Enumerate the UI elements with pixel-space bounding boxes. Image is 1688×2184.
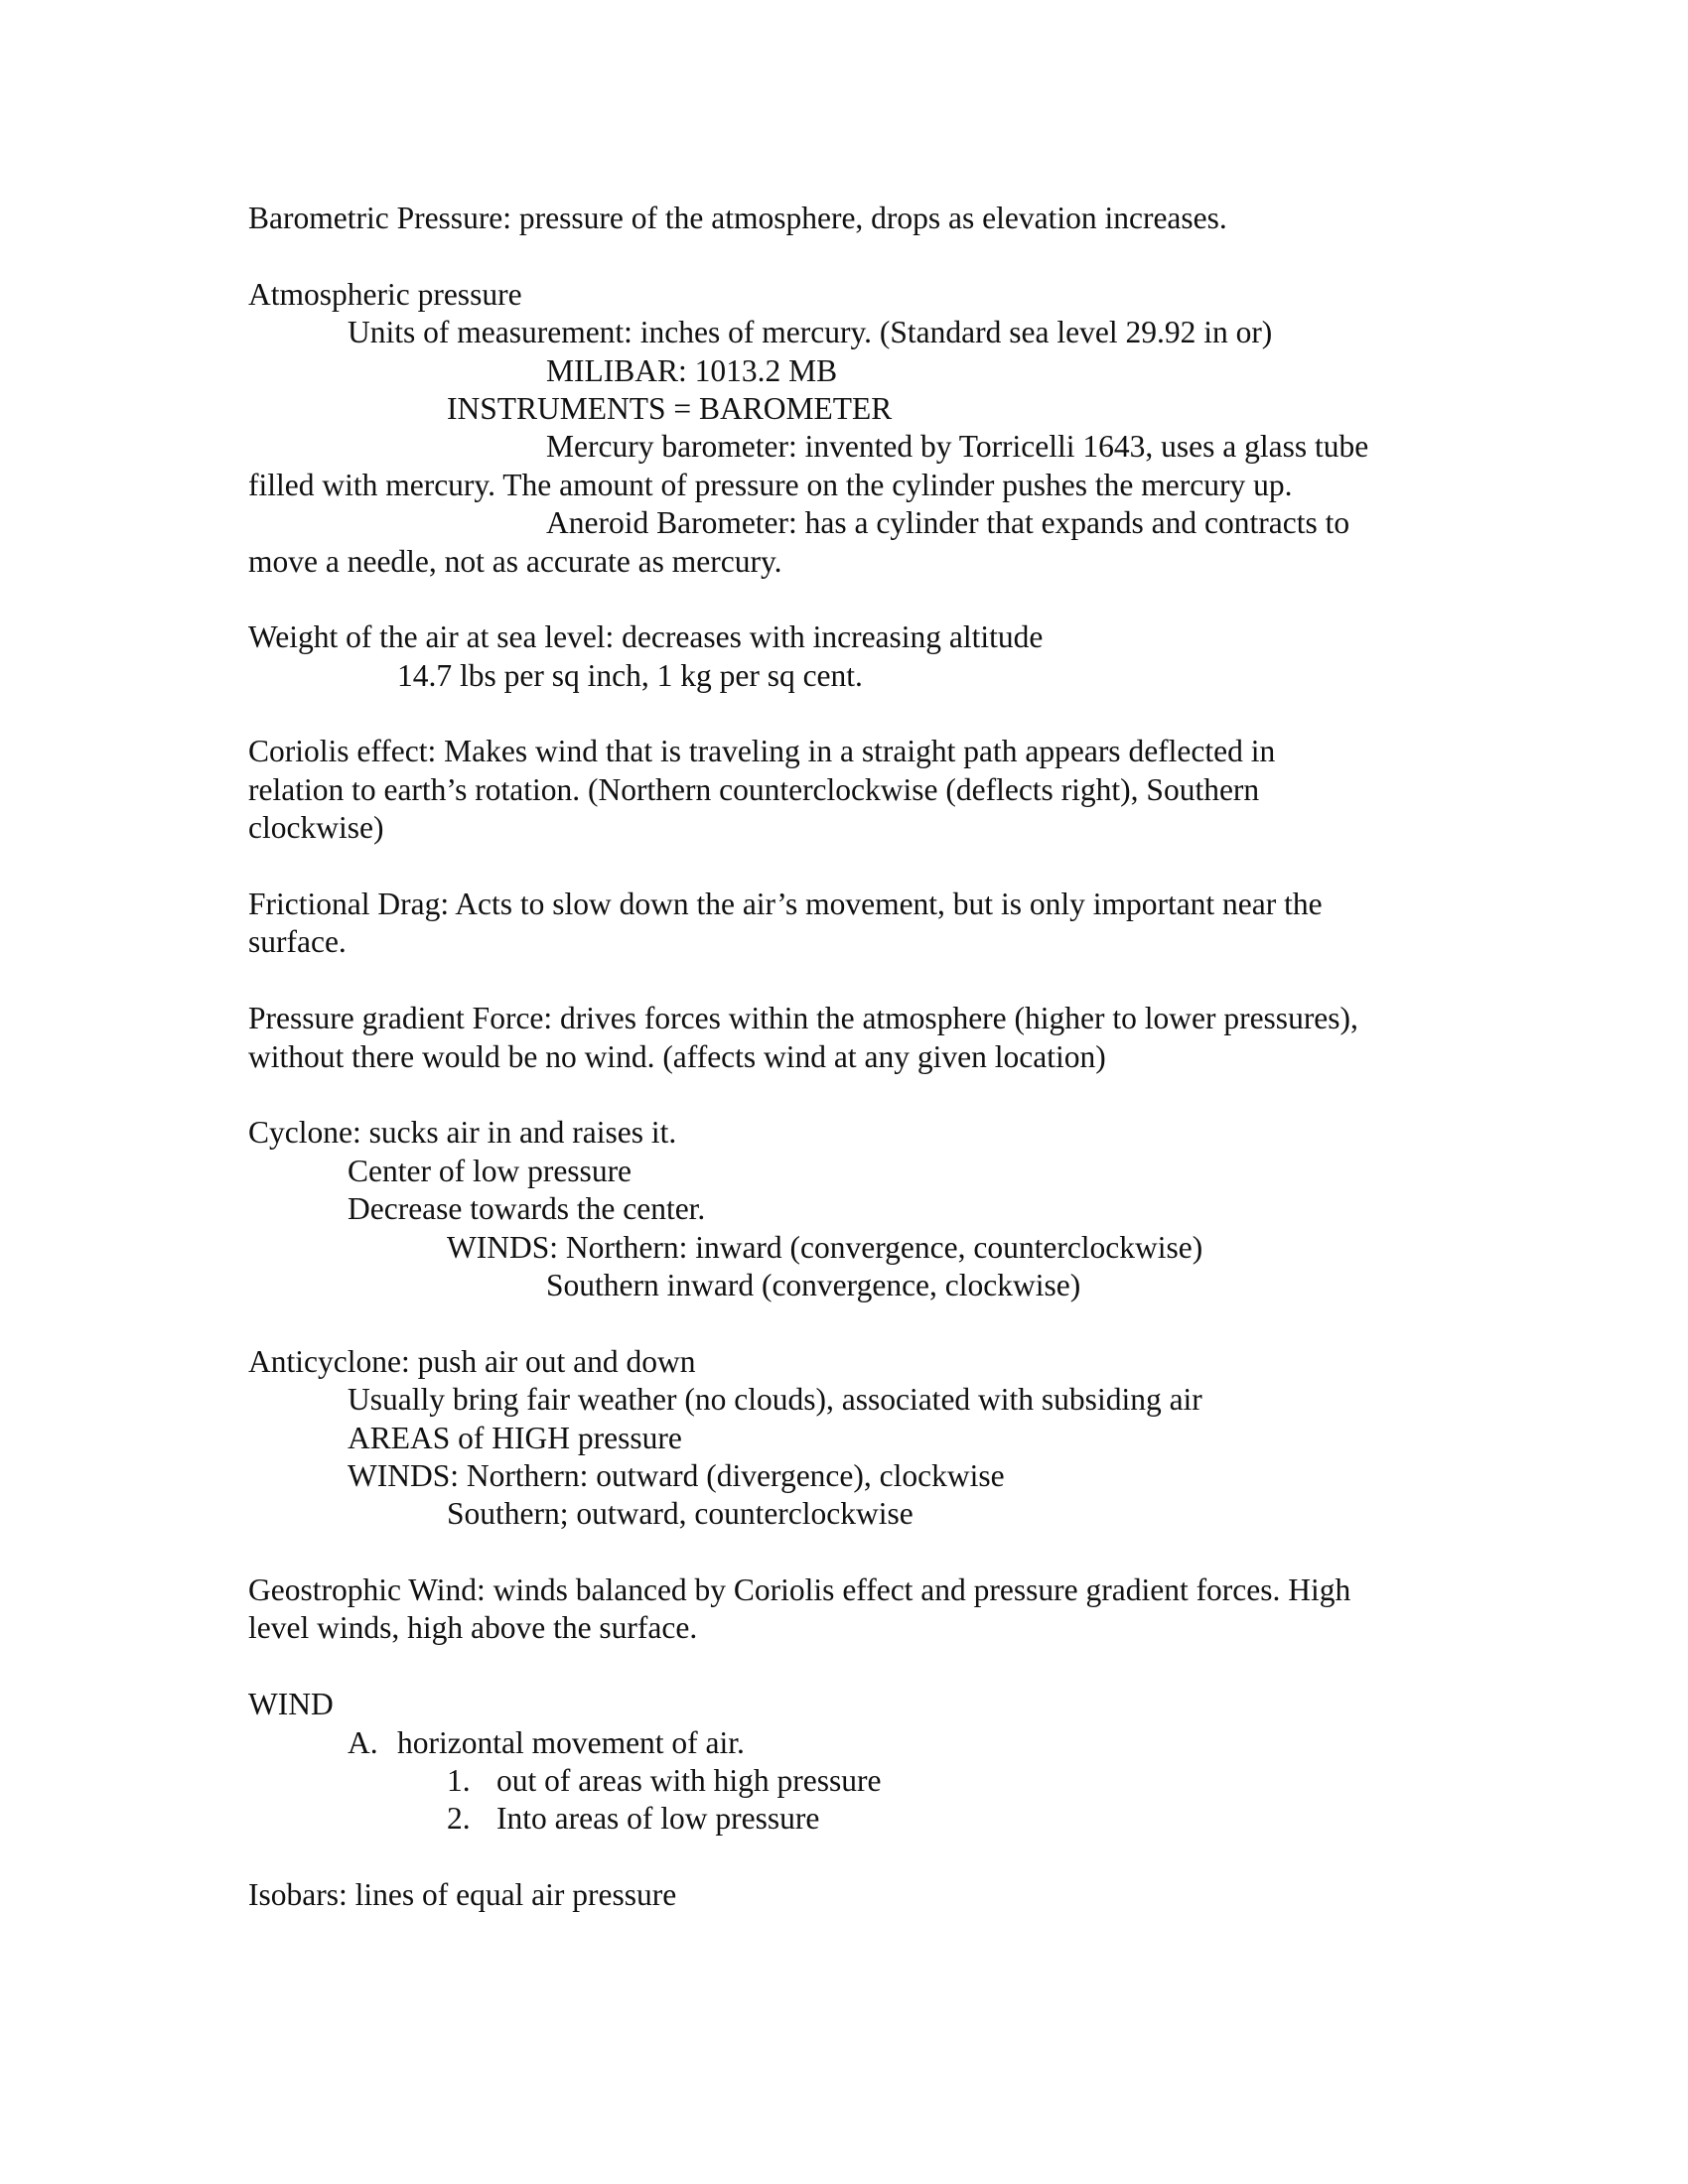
wind-item-a-text: horizontal movement of air. [397, 1724, 745, 1760]
weight-values-line: 14.7 lbs per sq inch, 1 kg per sq cent. [397, 657, 863, 693]
anticyclone-weather-line: Usually bring fair weather (no clouds), associated with subsiding air [348, 1382, 1202, 1418]
weight-of-air-line: Weight of the air at sea level: decreases with increasing altitude [248, 619, 1044, 655]
cyclone-center-line: Center of low pressure [348, 1153, 633, 1188]
wind-item-1-text: out of areas with high pressure [496, 1763, 882, 1799]
geostrophic-wind-line-1: Geostrophic Wind: winds balanced by Coriolis effect and pressure gradient forces. High [248, 1572, 1351, 1608]
anticyclone-winds-southern: Southern; outward, counterclockwise [447, 1496, 914, 1532]
aneroid-barometer-cont: move a needle, not as accurate as mercury. [248, 543, 782, 579]
anticyclone-winds-northern: WINDS: Northern: outward (divergence), clockwise [348, 1457, 1005, 1493]
mercury-barometer-cont: filled with mercury. The amount of pressure on the cylinder pushes the mercury up. [248, 467, 1293, 502]
instruments-line: INSTRUMENTS = BAROMETER [447, 390, 893, 426]
wind-item-2-marker: 2. [447, 1801, 471, 1837]
anticyclone-areas-line: AREAS of HIGH pressure [348, 1420, 682, 1455]
wind-item-1-marker: 1. [447, 1763, 471, 1799]
document-body [248, 200, 1440, 1915]
geostrophic-wind-line-2: level winds, high above the surface. [248, 1610, 698, 1646]
frictional-drag-line-2: surface. [248, 924, 347, 960]
mercury-barometer-line: Mercury barometer: invented by Torricelli 1643, uses a glass tube [546, 429, 1369, 465]
anticyclone-heading: Anticyclone: push air out and down [248, 1343, 696, 1379]
cyclone-winds-southern: Southern inward (convergence, clockwise) [546, 1267, 1081, 1302]
coriolis-line-3: clockwise) [248, 810, 384, 846]
isobars-line: Isobars: lines of equal air pressure [248, 1877, 677, 1913]
cyclone-winds-northern: WINDS: Northern: inward (convergence, counterclockwise) [447, 1229, 1203, 1265]
barometric-pressure-line: Barometric Pressure: pressure of the atmosphere, drops as elevation increases. [248, 201, 1227, 235]
milibar-line: MILIBAR: 1013.2 MB [546, 352, 838, 388]
wind-item-1 [248, 1762, 1440, 1800]
pressure-gradient-line-2: without there would be no wind. (affects wind at any given location) [248, 1038, 1106, 1074]
aneroid-barometer-line: Aneroid Barometer: has a cylinder that expands and contracts to [546, 505, 1350, 541]
cyclone-heading: Cyclone: sucks air in and raises it. [248, 1115, 677, 1151]
frictional-drag-line-1: Frictional Drag: Acts to slow down the air’s movement, but is only important near the [248, 887, 1323, 922]
coriolis-line-1: Coriolis effect: Makes wind that is traveling in a straight path appears deflected in [248, 734, 1276, 769]
units-line: Units of measurement: inches of mercury. (Standard sea level 29.92 in or) [348, 315, 1273, 350]
wind-item-2 [248, 1800, 1440, 1838]
wind-heading: WIND [248, 1687, 334, 1722]
pressure-gradient-line-1: Pressure gradient Force: drives forces within the atmosphere (higher to lower pressures), [248, 1001, 1358, 1036]
cyclone-decrease-line: Decrease towards the center. [348, 1191, 706, 1227]
atmospheric-pressure-heading: Atmospheric pressure [248, 276, 522, 312]
wind-item-2-text: Into areas of low pressure [496, 1801, 820, 1837]
wind-item-a-marker: A. [348, 1724, 378, 1760]
wind-item-a [248, 1724, 1440, 1762]
coriolis-line-2: relation to earth’s rotation. (Northern counterclockwise (deflects right), Southern [248, 771, 1260, 807]
